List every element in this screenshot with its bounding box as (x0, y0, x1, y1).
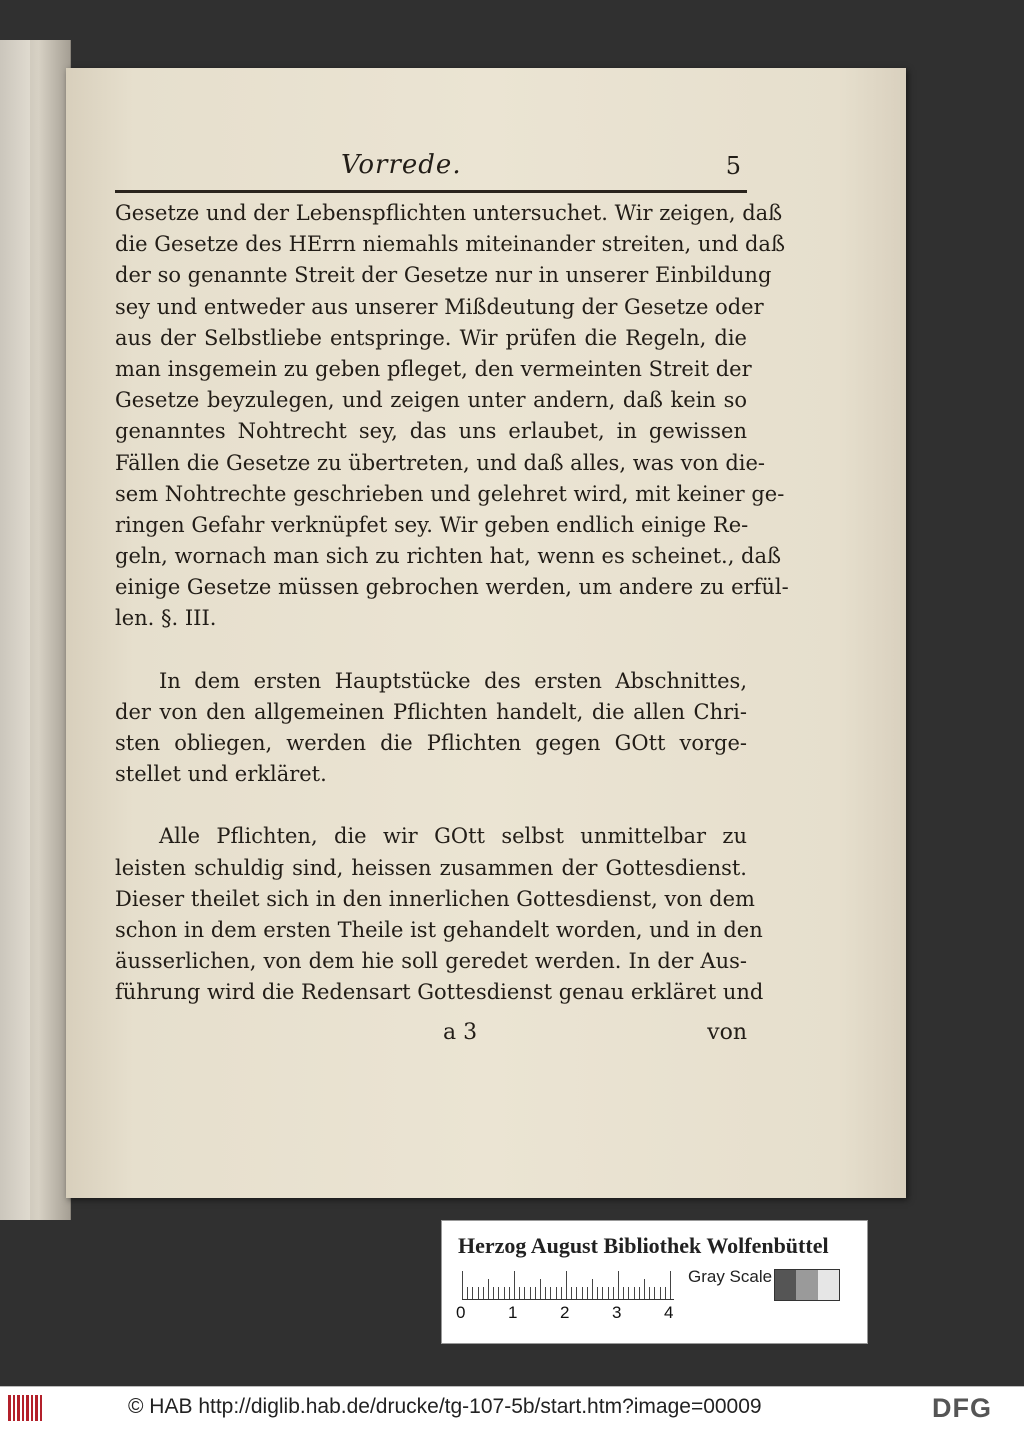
ruler-tick (660, 1287, 661, 1299)
ruler-tick (524, 1287, 525, 1299)
ruler-tick (613, 1287, 614, 1299)
text-line: ringen Gefahr verknüpfet sey. Wir geben endlich einige Re- (115, 512, 749, 537)
paragraph-1 (115, 198, 789, 635)
text-line: einige Gesetze müssen gebrochen werden, um andere zu erfül- (115, 575, 789, 600)
ruler-tick (649, 1287, 650, 1299)
ruler-tick (462, 1271, 463, 1299)
ruler-tick (582, 1287, 583, 1299)
ruler-tick (483, 1287, 484, 1299)
text-line: führung wird die Redensart Gottesdienst genau erkläret und (115, 980, 764, 1005)
ruler-tick (530, 1287, 531, 1299)
scale-number: 1 (508, 1303, 518, 1322)
text-line: genanntes Nohtrecht sey, das uns erlaubet, in gewissen (115, 419, 747, 444)
text-line: leisten schuldig sind, heissen zusammen der Gottesdienst. (115, 855, 747, 880)
ruler-tick (498, 1287, 499, 1299)
text-line: Fällen die Gesetze zu übertreten, und daß alles, was von die- (115, 450, 766, 475)
ruler-tick (472, 1287, 473, 1299)
gray-swatch-mid (796, 1270, 817, 1300)
ruler-tick (467, 1287, 468, 1299)
ruler-tick (623, 1287, 624, 1299)
text-line: schon in dem ersten Theile ist gehandelt worden, und in den (115, 917, 763, 942)
text-line: In dem ersten Hauptstücke des ersten Abschnittes, (159, 668, 747, 693)
dfg-logo: DFG (932, 1393, 992, 1423)
ruler-tick (556, 1287, 557, 1299)
ruler-tick (504, 1287, 505, 1299)
ruler-tick (597, 1287, 598, 1299)
page-number: 5 (725, 152, 741, 180)
hab-logo-icon (8, 1395, 42, 1421)
ruler-tick (535, 1287, 536, 1299)
color-calibration-card (441, 1220, 868, 1344)
page-text-column (115, 150, 789, 1045)
gray-swatch-light (818, 1270, 839, 1300)
gray-swatch-dark (775, 1270, 796, 1300)
gray-scale-label: Gray Scale (688, 1267, 773, 1286)
scale-number: 3 (612, 1303, 622, 1322)
text-line: stellet und erkläret. (115, 762, 327, 787)
text-line: aus der Selbstliebe entspringe. Wir prüfen die Regeln, die (115, 325, 747, 350)
text-line: der von den allgemeinen Pflichten handelt, die allen Chri- (115, 699, 747, 724)
ruler-tick (602, 1287, 603, 1299)
ruler-tick (618, 1271, 619, 1299)
ruler-tick (670, 1271, 671, 1299)
scale-number: 0 (456, 1303, 466, 1322)
ruler-tick (514, 1271, 515, 1299)
text-line: sey und entweder aus unserer Mißdeutung der Gesetze oder (115, 294, 764, 319)
ruler-tick (592, 1279, 593, 1299)
ruler-tick (639, 1287, 640, 1299)
text-line: Alle Pflichten, die wir GOtt selbst unmittelbar zu (159, 824, 747, 849)
scale-numbers (456, 1303, 696, 1327)
text-line: Gesetze beyzulegen, und zeigen unter andern, daß kein so (115, 388, 747, 413)
catchword: von (707, 1020, 747, 1045)
ruler-tick (654, 1287, 655, 1299)
text-line: Dieser theilet sich in den innerlichen Gottesdienst, von dem (115, 886, 755, 911)
gray-swatches (774, 1269, 840, 1301)
ruler-tick (509, 1287, 510, 1299)
signature-mark: a 3 (443, 1020, 478, 1045)
adjacent-pages-edge (0, 40, 71, 1220)
paragraph-2 (115, 666, 747, 791)
ruler-tick (550, 1287, 551, 1299)
ruler-tick (540, 1279, 541, 1299)
ruler-tick (519, 1287, 520, 1299)
ruler-tick (608, 1287, 609, 1299)
ruler-tick (488, 1279, 489, 1299)
paragraph-3 (115, 821, 764, 1008)
running-header (115, 150, 747, 180)
text-line: äusserlichen, von dem hie soll geredet werden. In der Aus- (115, 949, 747, 974)
text-line: Gesetze und der Lebenspflichten untersuchet. Wir zeigen, daß (115, 201, 783, 225)
text-line: sten obliegen, werden die Pflichten gegen GOtt vorge- (115, 731, 747, 755)
text-line: len. §. III. (115, 606, 217, 631)
ruler-tick (545, 1287, 546, 1299)
text-line: man insgemein zu geben pfleget, den vermeinten Streit der (115, 356, 752, 381)
ruler-tick (634, 1287, 635, 1299)
ruler-tick (587, 1287, 588, 1299)
header-rule (115, 190, 747, 193)
scale-ruler (462, 1269, 674, 1300)
scale-number: 4 (664, 1303, 674, 1322)
ruler-tick (628, 1287, 629, 1299)
ruler-tick (478, 1287, 479, 1299)
ruler-tick (571, 1287, 572, 1299)
ruler-tick (561, 1287, 562, 1299)
scale-number: 2 (560, 1303, 570, 1322)
running-title: Vorrede. (341, 150, 462, 180)
credit-link[interactable]: © HAB http://diglib.hab.de/drucke/tg-107-5b/start.htm?image=00009 (128, 1395, 762, 1418)
bottom-credit-bar (0, 1386, 1024, 1429)
body-text (115, 198, 789, 1040)
ruler-tick (665, 1287, 666, 1299)
ruler-tick (644, 1279, 645, 1299)
text-line: die Gesetze des HErrn niemahls miteinander streiten, und daß (115, 232, 785, 257)
text-line: geln, wornach man sich zu richten hat, wenn es scheinet., daß (115, 544, 782, 569)
text-line: der so genannte Streit der Gesetze nur in unserer Einbildung (115, 263, 772, 288)
ruler-tick (576, 1287, 577, 1299)
page-footer (115, 1020, 747, 1051)
ruler-tick (566, 1271, 567, 1299)
text-line: sem Nohtrechte geschrieben und gelehret wird, mit keiner ge- (115, 481, 785, 506)
ruler-tick (493, 1287, 494, 1299)
library-name: Herzog August Bibliothek Wolfenbüttel (458, 1233, 829, 1258)
